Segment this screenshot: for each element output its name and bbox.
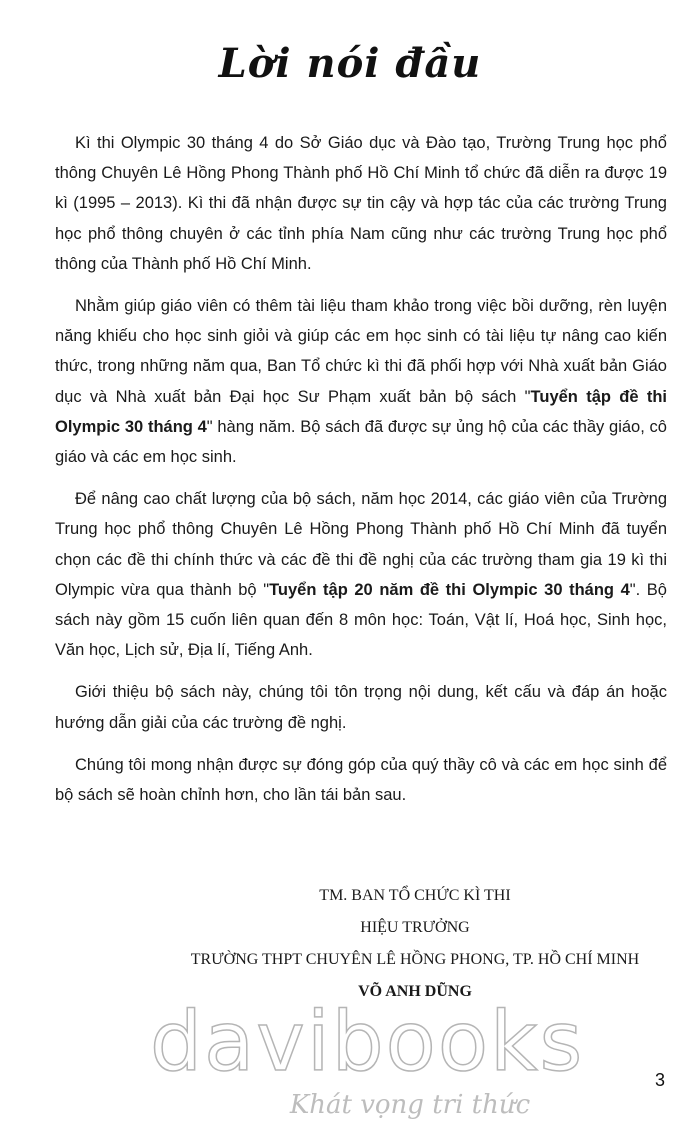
paragraph-4: Giới thiệu bộ sách này, chúng tôi tôn trọng nội dung, kết cấu và đáp án hoặc hướng dẫn giải của các trường đề nghị.	[55, 683, 667, 732]
signature-line-3: TRƯỜNG THPT CHUYÊN LÊ HỒNG PHONG, TP. HỒ CHÍ MINH	[190, 951, 640, 968]
paragraph-1: Kì thi Olympic 30 tháng 4 do Sở Giáo dục và Đào tạo, Trường Trung học phổ thông Chuyên Lê Hồng Phong Thành phố Hồ Chí Minh tổ chức đã diễn ra được 19 kì (1995 – 2013). Kì thi đã nhận được sự tin cậy và hợp tác của các trường Trung học phổ thông chuyên ở các tỉnh phía Nam cũng như các trường Trung học phổ thông của Thành phố Hồ Chí Minh.	[55, 134, 667, 273]
signature-line-2: HIỆU TRƯỞNG	[360, 919, 470, 936]
watermark-tagline: Khát vọng tri thức	[289, 1090, 531, 1120]
watermark-brand: davibooks	[150, 995, 585, 1090]
signature-name: VÕ ANH DŨNG	[358, 983, 472, 1000]
page-title: Lời nói đầu	[218, 40, 482, 87]
signature-line-1: TM. BAN TỔ CHỨC KÌ THI	[319, 887, 511, 904]
paragraph-3-book-title: Tuyển tập 20 năm đề thi Olympic 30 tháng 4	[269, 580, 630, 599]
paragraph-3	[55, 484, 667, 665]
paragraph-5: Chúng tôi mong nhận được sự đóng góp của quý thầy cô và các em học sinh để bộ sách sẽ hoàn chỉnh hơn, cho lần tái bản sau.	[55, 755, 667, 805]
paragraph-2-text-before: Nhằm giúp giáo viên có thêm tài liệu tham khảo trong việc bồi dưỡng, rèn luyện năng khiếu cho học sinh giỏi và giúp các em học sinh có tài liệu tự nâng cao kiến thức, trong những năm qua, Ban Tổ chức kì thi đã phối hợp với Nhà xuất bản Giáo dục và Nhà xuất bản Đại học Sư Phạm xuất bản bộ sách "	[55, 297, 667, 406]
paragraph-2-text-after: " hàng năm. Bộ sách đã được sự ủng hộ của các thầy giáo, cô giáo và các em học sinh.	[55, 417, 667, 467]
preface-body	[55, 128, 667, 822]
signature-block	[0, 880, 700, 1008]
paragraph-2-book-title: Tuyển tập đề thi Olympic 30 tháng 4	[55, 387, 668, 436]
page-number: 3	[655, 1070, 666, 1090]
paragraph-3-text-before: Để nâng cao chất lượng của bộ sách, năm học 2014, các giáo viên của Trường Trung học phổ thông Chuyên Lê Hồng Phong Thành phố Hồ Chí Minh đã tuyển chọn các đề thi chính thức và các đề thi đề nghị của các trường tham gia 19 kì thi Olympic vừa qua thành bộ "	[55, 490, 667, 599]
paragraph-2	[55, 291, 667, 472]
paragraph-3-text-after: ". Bộ sách này gồm 15 cuốn liên quan đến 8 môn học: Toán, Vật lí, Hoá học, Sinh học, Văn học, Lịch sử, Địa lí, Tiếng Anh.	[55, 580, 667, 660]
